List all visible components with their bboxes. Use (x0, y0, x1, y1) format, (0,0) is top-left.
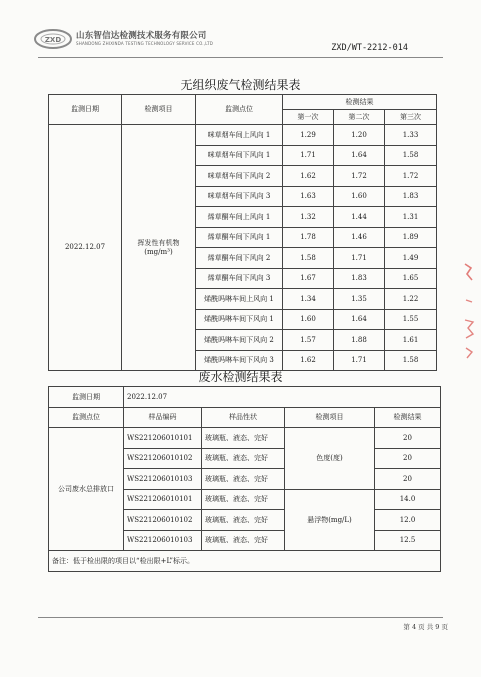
wastewater-results-table (48, 386, 441, 572)
monitor-point-cell: 烯酰吗啉车间下风向 1 (196, 309, 283, 330)
header-sample-code: 样品编码 (124, 407, 202, 428)
result-third-cell: 1.83 (385, 186, 437, 207)
result-third-cell: 1.58 (385, 350, 437, 371)
test-result-cell: 20 (375, 428, 441, 449)
test-result-cell: 14.0 (375, 489, 441, 510)
test-item-unit: (mg/m³) (144, 247, 173, 256)
result-second-cell: 1.71 (334, 248, 385, 269)
result-first-cell: 1.32 (283, 207, 334, 228)
company-name-cn: 山东智信达检测技术服务有限公司 (76, 31, 207, 41)
table-row (49, 125, 437, 146)
sample-props-cell: 玻璃瓶、液态、完好 (202, 489, 285, 510)
result-second-cell: 1.46 (334, 227, 385, 248)
result-first-cell: 1.29 (283, 125, 334, 146)
table-row (49, 428, 441, 449)
header-second: 第二次 (334, 110, 385, 125)
monitor-point-cell: 烯草酮车间下风向 1 (196, 227, 283, 248)
date-label: 监测日期 (49, 387, 124, 408)
page-number: 第 4 页 共 9 页 (403, 623, 448, 631)
monitor-date-cell: 2022.12.07 (49, 125, 122, 371)
test-item-name: 挥发性有机物 (137, 239, 180, 248)
result-third-cell: 1.61 (385, 330, 437, 351)
sample-props-cell: 玻璃瓶、液态、完好 (202, 448, 285, 469)
sample-code-cell: WS221206010103 (124, 530, 202, 551)
test-item-cell (122, 125, 196, 371)
monitor-point-cell: 烯草酮车间下风向 3 (196, 268, 283, 289)
test-item-color-cell: 色度(度) (285, 428, 375, 490)
result-first-cell: 1.62 (283, 166, 334, 187)
result-second-cell: 1.64 (334, 309, 385, 330)
header-monitor-point: 监测点位 (49, 407, 124, 428)
result-second-cell: 1.72 (334, 166, 385, 187)
result-first-cell: 1.63 (283, 186, 334, 207)
monitor-point-cell: 咪草烟车间上风向 1 (196, 125, 283, 146)
header-test-item: 检测项目 (122, 95, 196, 125)
sample-props-cell: 玻璃瓶、液态、完好 (202, 530, 285, 551)
sample-code-cell: WS221206010103 (124, 469, 202, 490)
document-header (0, 0, 481, 64)
table-note: 备注：低于检出限的项目以“检出限+L”标示。 (49, 551, 441, 572)
result-third-cell: 1.31 (385, 207, 437, 228)
result-first-cell: 1.58 (283, 248, 334, 269)
result-second-cell: 1.83 (334, 268, 385, 289)
header-test-item: 检测项目 (285, 407, 375, 428)
result-first-cell: 1.57 (283, 330, 334, 351)
result-first-cell: 1.34 (283, 289, 334, 310)
header-results: 检测结果 (283, 95, 437, 110)
monitor-point-cell: 咪草烟车间下风向 1 (196, 145, 283, 166)
result-first-cell: 1.60 (283, 309, 334, 330)
sample-props-cell: 玻璃瓶、液态、完好 (202, 469, 285, 490)
result-second-cell: 1.64 (334, 145, 385, 166)
header-monitor-date: 监测日期 (49, 95, 122, 125)
result-second-cell: 1.71 (334, 350, 385, 371)
sample-code-cell: WS221206010101 (124, 489, 202, 510)
logo-text: ZXD (44, 36, 62, 44)
result-third-cell: 1.72 (385, 166, 437, 187)
result-third-cell: 1.22 (385, 289, 437, 310)
result-first-cell: 1.67 (283, 268, 334, 289)
result-first-cell: 1.78 (283, 227, 334, 248)
sample-code-cell: WS221206010101 (124, 428, 202, 449)
exhaust-gas-results-table (48, 94, 437, 371)
table2-title: 废水检测结果表 (198, 370, 283, 384)
footer-divider (38, 617, 443, 618)
result-first-cell: 1.71 (283, 145, 334, 166)
test-result-cell: 20 (375, 469, 441, 490)
table1-title: 无组织废气检测结果表 (180, 78, 301, 92)
header-sample-props: 样品性状 (202, 407, 285, 428)
date-value: 2022.12.07 (124, 387, 441, 408)
result-third-cell: 1.33 (385, 125, 437, 146)
monitor-point-cell: 咪草烟车间下风向 3 (196, 186, 283, 207)
monitor-point-cell: 烯草酮车间下风向 2 (196, 248, 283, 269)
result-third-cell: 1.89 (385, 227, 437, 248)
header-divider (38, 57, 443, 58)
company-logo-icon (33, 28, 73, 50)
monitor-point-cell: 烯酰吗啉车间下风向 3 (196, 350, 283, 371)
header-monitor-point: 监测点位 (196, 95, 283, 125)
sample-code-cell: WS221206010102 (124, 510, 202, 531)
monitor-point-cell: 公司废水总排放口 (49, 428, 124, 551)
result-first-cell: 1.62 (283, 350, 334, 371)
result-second-cell: 1.88 (334, 330, 385, 351)
sample-props-cell: 玻璃瓶、液态、完好 (202, 510, 285, 531)
result-third-cell: 1.65 (385, 268, 437, 289)
header-third: 第三次 (385, 110, 437, 125)
result-second-cell: 1.35 (334, 289, 385, 310)
result-second-cell: 1.20 (334, 125, 385, 146)
result-third-cell: 1.49 (385, 248, 437, 269)
sample-props-cell: 玻璃瓶、液态、完好 (202, 428, 285, 449)
result-third-cell: 1.58 (385, 145, 437, 166)
test-result-cell: 12.5 (375, 530, 441, 551)
seam-stamp-mark (462, 258, 476, 368)
result-third-cell: 1.55 (385, 309, 437, 330)
company-name-en: SHANDONG ZHIXINDA TESTING TECHNOLOGY SERVICE CO.,LTD (76, 41, 214, 46)
test-result-cell: 12.0 (375, 510, 441, 531)
header-first: 第一次 (283, 110, 334, 125)
monitor-point-cell: 烯酰吗啉车间上风向 1 (196, 289, 283, 310)
monitor-point-cell: 咪草烟车间下风向 2 (196, 166, 283, 187)
header-test-result: 检测结果 (375, 407, 441, 428)
test-result-cell: 20 (375, 448, 441, 469)
sample-code-cell: WS221206010102 (124, 448, 202, 469)
result-second-cell: 1.44 (334, 207, 385, 228)
monitor-point-cell: 烯酰吗啉车间下风向 2 (196, 330, 283, 351)
test-item-ss-cell: 悬浮物(mg/L) (285, 489, 375, 551)
result-second-cell: 1.60 (334, 186, 385, 207)
monitor-point-cell: 烯草酮车间上风向 1 (196, 207, 283, 228)
document-number: ZXD/WT-2212-014 (331, 43, 408, 53)
